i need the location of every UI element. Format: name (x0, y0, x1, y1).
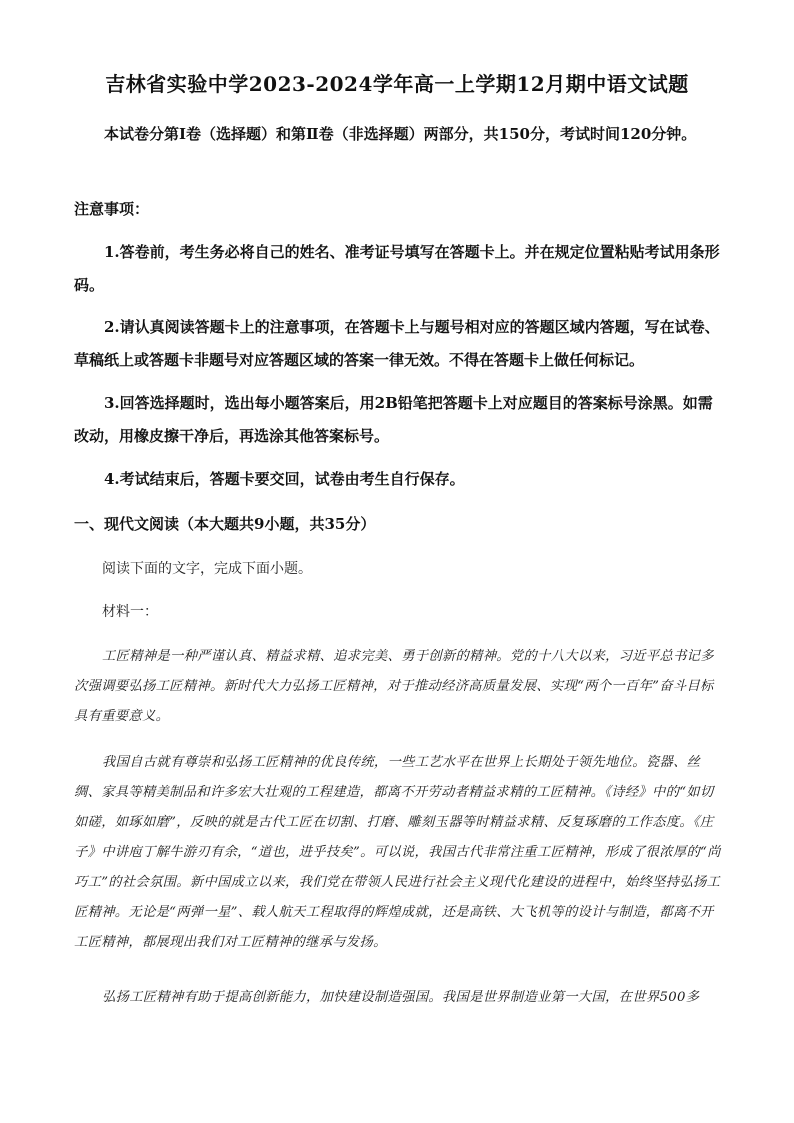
notice-heading: 注意事项： (74, 200, 150, 218)
body-paragraph: 弘扬工匠精神有助于提高创新能力，加快建设制造强国。我国是世界制造业第一大国，在世界500多 (102, 990, 700, 1005)
exam-intro: 本试卷分第Ⅰ卷（选择题）和第Ⅱ卷（非选择题）两部分，共150分，考试时间120分钟。 (104, 125, 697, 143)
notice-item: 4.考试结束后，答题卡要交回，试卷由考生自行保存。 (104, 470, 465, 488)
page-title: 吉林省实验中学2023-2024学年高一上学期12月期中语文试题 (105, 72, 689, 96)
reading-instruction: 阅读下面的文字，完成下面小题。 (102, 561, 312, 577)
body-paragraph: 工匠精神是一种严谨认真、精益求精、追求完美、勇于创新的精神。党的十八大以来，习近平总书记多次强调要弘扬工匠精神。新时代大力弘扬工匠精神，对于推动经济高质量发展、实现“两个一百年”奋斗目标具有重要意义。 (74, 649, 714, 724)
notice-item: 2.请认真阅读答题卡上的注意事项，在答题卡上与题号相对应的答题区域内答题，写在试卷、草稿纸上或答题卡非题号对应答题区域的答案一律无效。不得在答题卡上做任何标记。 (74, 318, 720, 369)
section-heading: 一、现代文阅读（本大题共9小题，共35分） (74, 515, 376, 533)
body-paragraph: 我国自古就有尊崇和弘扬工匠精神的优良传统，一些工艺水平在世界上长期处于领先地位。瓷器、丝绸、家具等精美制品和许多宏大壮观的工程建造，都离不开劳动者精益求精的工匠精神。《诗经》中的“如切如磋，如琢如磨”，反映的就是古代工匠在切割、打磨、雕刻玉器等时精益求精、反复琢磨的工作态度。《庄子》中讲庖丁解牛游刃有余，“道也，进乎技矣”。可以说，我国古代非常注重工匠精神，形成了很浓厚的“尚巧工”的社会氛围。新中国成立以来，我们党在带领人民进行社会主义现代化建设的进程中，始终坚持弘扬工匠精神。无论是“两弹一星”、载人航天工程取得的辉煌成就，还是高铁、大飞机等的设计与制造，都离不开工匠精神，都展现出我们对工匠精神的继承与发扬。 (74, 755, 721, 950)
material-label: 材料一： (102, 604, 158, 620)
notice-item: 1.答卷前，考生务必将自己的姓名、准考证号填写在答题卡上。并在规定位置粘贴考试用条形码。 (74, 243, 720, 294)
notice-item: 3.回答选择题时，选出每小题答案后，用2B铅笔把答题卡上对应题目的答案标号涂黑。如需改动，用橡皮擦干净后，再选涂其他答案标号。 (74, 394, 713, 445)
